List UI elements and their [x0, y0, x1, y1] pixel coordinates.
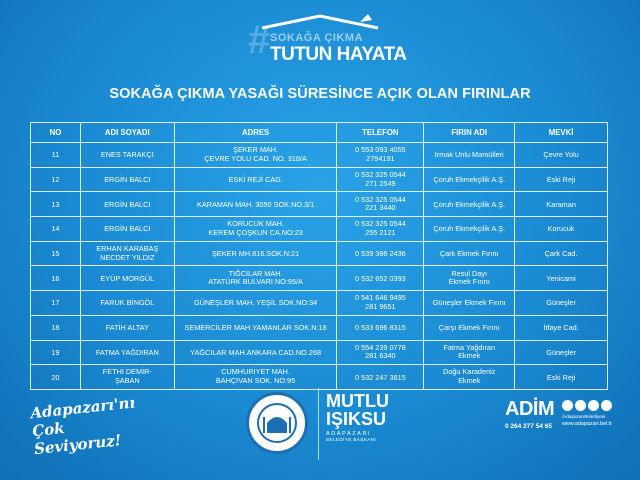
facebook-icon[interactable]	[562, 400, 573, 411]
cell-bakery-line: Çoruh Ekmekçilik A.Ş.	[433, 199, 506, 209]
cell-name	[80, 167, 174, 192]
cell-name-line: ŞABAN	[114, 376, 140, 386]
cell-location: Güneşler	[515, 340, 608, 365]
twitter-icon[interactable]	[575, 400, 586, 411]
cell-address-line: SEMERCİLER MAH.YAMANLAR SOK.N:18	[184, 323, 327, 333]
cell-address	[174, 241, 337, 266]
cell-address-line: ŞEKER MH.816.SOK.N:21	[211, 249, 300, 259]
column-header-name: ADI SOYADI	[80, 123, 174, 143]
cell-phone-line: 0 553 093 4055	[355, 145, 406, 155]
cell-bakery	[424, 192, 515, 217]
cell-location: İtfaye Cad.	[515, 315, 608, 340]
cell-name-line: FATİH ALTAY	[105, 323, 149, 333]
cell-address	[174, 340, 337, 365]
cell-phone	[337, 315, 424, 340]
cell-bakery	[424, 241, 515, 266]
cell-address-line: BAHÇIVAN SOK. NO:95	[215, 376, 296, 386]
cell-location: Eski Reji	[515, 365, 608, 390]
table-row	[31, 266, 608, 291]
cell-location: Korucuk	[515, 217, 608, 242]
cell-bakery-line: Çoruh Ekmekçilik A.Ş.	[433, 175, 506, 185]
cell-no: 14	[31, 217, 81, 242]
cell-bakery	[424, 291, 515, 316]
cell-address-line: ŞEKER MAH.	[233, 145, 279, 155]
cell-address-line: ÇEVRE YOLU CAD. NO. 318/A	[204, 153, 307, 163]
table-row	[31, 241, 608, 266]
cell-phone-line: 271 2549	[365, 178, 396, 188]
cell-location: Güneşler	[515, 291, 608, 316]
cell-bakery	[424, 217, 515, 242]
cell-phone-line: 0 533 696 8315	[355, 323, 406, 333]
cell-address-line: KARAMAN MAH. 3050 SOK.NO.3/1	[196, 199, 315, 209]
cell-bakery-line: Fatma Yağdıran	[443, 342, 496, 352]
slogan-line: TUTUN HAYATA	[270, 44, 407, 65]
cell-bakery	[424, 266, 515, 291]
cell-address-line: KEREM ÇOŞKUN CA.NO:23	[208, 227, 303, 237]
cell-no: 19	[31, 340, 81, 365]
cell-address	[174, 192, 337, 217]
cell-bakery-line: Güneşler Ekmek Fırını	[432, 298, 506, 308]
adim-logo: ADİM	[505, 398, 555, 420]
cell-no: 15	[31, 241, 81, 266]
cell-phone	[337, 291, 424, 316]
cell-no: 16	[31, 266, 81, 291]
cell-name-line: FETHİ DEMİR-	[102, 367, 152, 377]
cell-bakery	[424, 167, 515, 192]
cell-name-line: ERGİN BALCI	[104, 224, 151, 234]
cell-bakery-line: Resul Dayı	[451, 268, 488, 278]
cell-bakery-line: Irmak Unlu Mamülleri	[434, 150, 504, 160]
cell-name	[80, 266, 174, 291]
cell-name-line: FARUK BİNGÖL	[100, 298, 155, 308]
cell-address-line: ESKİ REJİ CAD.	[228, 175, 283, 185]
cell-name-line: ENES TARAKÇI	[100, 150, 154, 160]
mayor-city: ADAPAZARI	[326, 431, 372, 437]
cell-no: 11	[31, 143, 81, 168]
cell-phone	[337, 365, 424, 390]
column-header-location: MEVKİ	[515, 123, 608, 143]
cell-name	[80, 143, 174, 168]
cell-phone	[337, 217, 424, 242]
cell-bakery-line: Çarşı Ekmek Fırını	[438, 323, 500, 333]
cell-bakery-line: Ekmek	[458, 376, 481, 386]
cell-name-line: ERHAN KARABAŞ	[96, 244, 159, 253]
cell-no: 20	[31, 365, 81, 390]
mayor-first-name: MUTLU	[326, 391, 389, 411]
website-link[interactable]: www.adapazari.bel.tr	[562, 421, 613, 427]
cell-phone-line: 0 541 646 9495	[355, 293, 406, 303]
cell-name	[80, 291, 174, 316]
cell-address	[174, 266, 337, 291]
social-handle: /AdapazarıBelediyesi	[562, 414, 606, 419]
cell-name	[80, 192, 174, 217]
instagram-icon[interactable]	[588, 400, 599, 411]
cell-name	[80, 340, 174, 365]
cell-bakery-line: Çark Ekmek Fırını	[439, 249, 499, 259]
cell-no: 13	[31, 192, 81, 217]
table-row	[31, 217, 608, 242]
cell-address-line: KORUCUK MAH.	[227, 219, 284, 229]
cell-phone	[337, 340, 424, 365]
youtube-icon[interactable]	[601, 400, 612, 411]
cell-name-line: NECDET YILDIZ	[100, 252, 155, 262]
table-row	[31, 143, 608, 168]
cell-no: 12	[31, 167, 81, 192]
table-row	[31, 192, 608, 217]
cell-bakery	[424, 365, 515, 390]
cell-location: Eski Reji	[515, 167, 608, 192]
table-row	[31, 365, 608, 390]
column-header-address: ADRES	[174, 123, 337, 143]
table-row	[31, 315, 608, 340]
cell-bakery	[424, 340, 515, 365]
mayor-title: BELEDİYE BAŞKANI	[326, 437, 377, 442]
cell-address-line: GÜNEŞLER MAH. YEŞİL SOK.NO:34	[193, 298, 318, 308]
cell-name	[80, 315, 174, 340]
cell-phone-line: 0 554 239 0778	[355, 342, 406, 352]
cell-name	[80, 241, 174, 266]
campaign-logo	[230, 12, 410, 68]
slogan-line-1: Adapazarı'nı	[29, 393, 136, 423]
cell-location: Yenicami	[515, 266, 608, 291]
cell-name	[80, 217, 174, 242]
cell-phone-line: 255 2121	[365, 227, 396, 237]
cell-bakery-line: Doğu Karadeniz	[443, 367, 496, 377]
cell-phone	[337, 266, 424, 291]
cell-bakery	[424, 143, 515, 168]
table-row	[31, 291, 608, 316]
page-title: SOKAĞA ÇIKMA YASAĞI SÜRESİNCE AÇIK OLAN FIRINLAR	[109, 86, 531, 102]
cell-phone-line: 281 9651	[365, 301, 396, 311]
cell-phone-line: 0 532 325 0544	[355, 194, 406, 204]
cell-address-line: ATATÜRK BULVARI NO:95/A	[208, 277, 303, 287]
cell-address	[174, 167, 337, 192]
column-header-no: NO	[31, 123, 81, 143]
cell-phone-line: 281 6340	[365, 351, 396, 361]
contact-phone: 0 264 277 54 65	[505, 423, 552, 430]
cell-address-line: YAĞCILAR MAH.ANKARA CAD.NO.268	[190, 347, 321, 357]
adim-brand	[505, 398, 554, 430]
cell-address	[174, 291, 337, 316]
table-row	[31, 340, 608, 365]
cell-phone-line: 0 532 325 0544	[355, 219, 406, 229]
cell-phone-line: 0 539 386 2436	[355, 249, 406, 259]
bakery-table	[30, 122, 608, 390]
cell-location: Çark Cad.	[515, 241, 608, 266]
table-row	[31, 167, 608, 192]
cell-phone	[337, 192, 424, 217]
cell-name-line: FATMA YAĞDIRAN	[95, 347, 159, 357]
hashtag-icon: #	[248, 18, 271, 62]
cell-bakery-line: Ekmek	[458, 351, 481, 361]
mayor-block	[326, 391, 389, 442]
cell-phone	[337, 167, 424, 192]
cell-phone	[337, 143, 424, 168]
hashtag-line: SOKAĞA ÇIKMA	[270, 32, 363, 44]
cell-address-line: TIĞCILAR MAH.	[228, 268, 283, 278]
cell-no: 18	[31, 315, 81, 340]
cell-address	[174, 365, 337, 390]
footer-divider	[318, 388, 319, 460]
cell-bakery	[424, 315, 515, 340]
cell-phone-line: 0 532 247 3815	[355, 372, 406, 382]
cell-location: Karaman	[515, 192, 608, 217]
cell-phone-line: 0 532 652 0393	[355, 273, 406, 283]
municipality-seal-icon	[246, 392, 308, 454]
cell-bakery-line: Ekmek Fırını	[448, 277, 490, 287]
cell-name-line: ERGİN BALCI	[104, 175, 151, 185]
cell-address	[174, 143, 337, 168]
cell-name	[80, 365, 174, 390]
cell-phone-line: 221 3440	[365, 203, 396, 213]
cell-name-line: ERGİN BALCI	[104, 199, 151, 209]
cell-name-line: EYÜP MORGÜL	[100, 273, 155, 283]
cell-location: Çevre Yolu	[515, 143, 608, 168]
cell-phone-line: 0 532 325 0544	[355, 169, 406, 179]
cell-phone-line: 2794191	[366, 153, 395, 163]
table-header-row	[31, 123, 608, 143]
cell-no: 17	[31, 291, 81, 316]
column-header-phone: TELEFON	[337, 123, 424, 143]
slogan-line-2: Çok Seviyoruz!	[31, 418, 123, 459]
mayor-last-name: IŞIKSU	[326, 409, 387, 429]
social-icons	[562, 400, 612, 411]
cell-address	[174, 315, 337, 340]
cell-address	[174, 217, 337, 242]
cell-address-line: CUMHURİYET MAH.	[221, 367, 290, 377]
cell-bakery-line: Çoruh Ekmekçilik A.Ş.	[433, 224, 506, 234]
column-header-bakery: FIRIN ADI	[424, 123, 515, 143]
cell-phone	[337, 241, 424, 266]
roof-icon	[260, 12, 380, 30]
